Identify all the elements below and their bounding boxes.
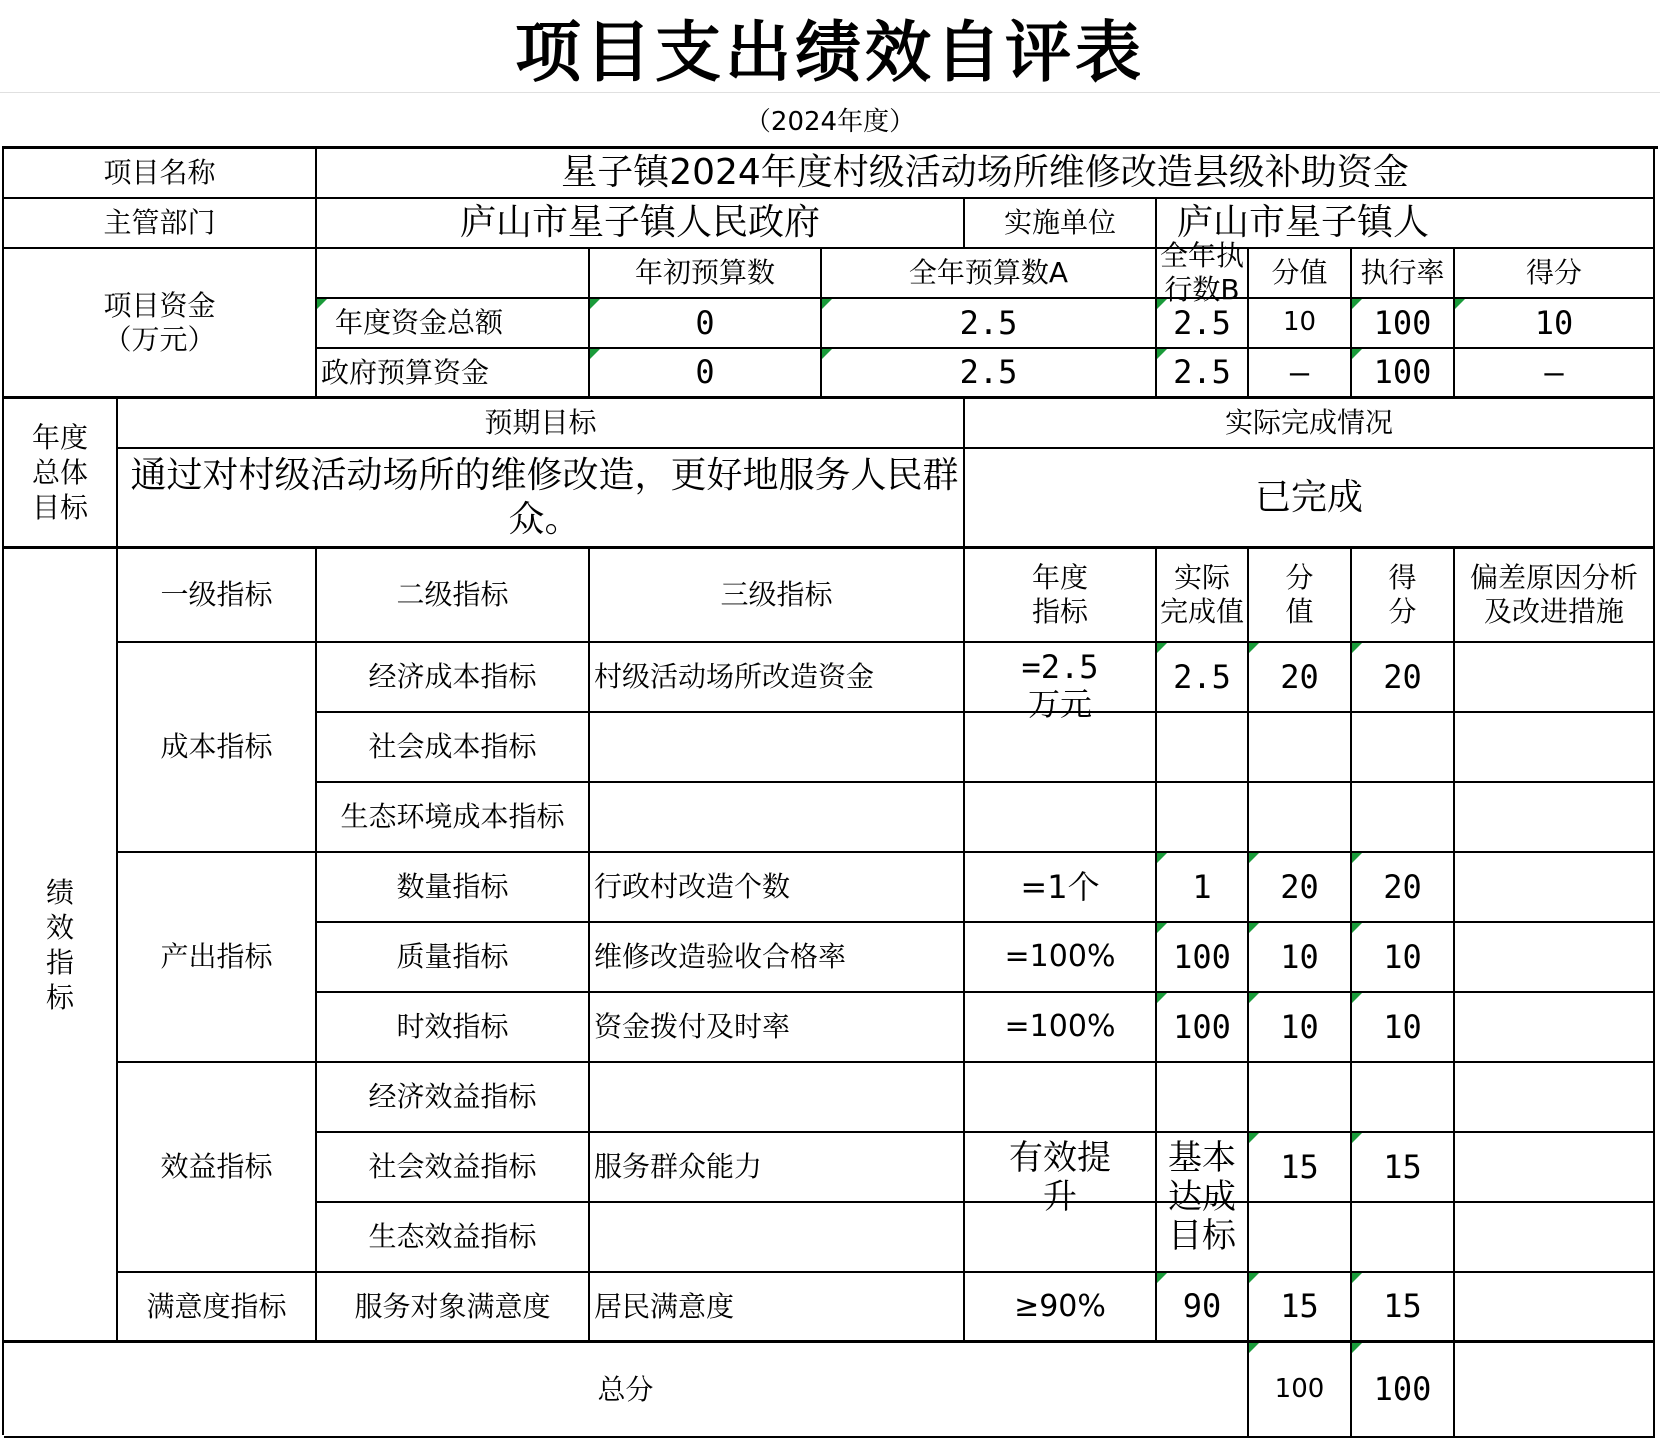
level1-indicator: 效益指标 — [118, 1063, 317, 1273]
funds-header-executed: 全年执行数B — [1157, 249, 1249, 299]
header-score: 得 分 — [1352, 549, 1455, 643]
header-level3: 三级指标 — [590, 549, 965, 643]
total-label: 总分 — [4, 1343, 1249, 1438]
annual-target: 有效提 升 — [965, 1133, 1157, 1203]
score-value: 20 — [1249, 643, 1352, 713]
funds-label: 项目资金 （万元） — [4, 249, 317, 399]
level2-indicator: 生态效益指标 — [317, 1203, 590, 1273]
score — [1352, 1203, 1455, 1273]
dept-value: 庐山市星子镇人民政府 — [317, 199, 965, 249]
score: 10 — [1352, 993, 1455, 1063]
level3-indicator: 维修改造验收合格率 — [590, 923, 965, 993]
level3-indicator — [590, 1203, 965, 1273]
level2-indicator: 生态环境成本指标 — [317, 783, 590, 853]
funds-header-score: 得分 — [1455, 249, 1655, 299]
score: 15 — [1352, 1273, 1455, 1343]
total-score: 100 — [1352, 1343, 1455, 1438]
level2-indicator: 时效指标 — [317, 993, 590, 1063]
funds-row-initial: 0 — [590, 299, 822, 349]
level3-indicator: 资金拨付及时率 — [590, 993, 965, 1063]
annual-target: =100% — [965, 923, 1157, 993]
annual-target — [965, 1063, 1157, 1133]
actual-value: 90 — [1157, 1273, 1249, 1343]
level2-indicator: 质量指标 — [317, 923, 590, 993]
funds-header-score-value: 分值 — [1249, 249, 1352, 299]
actual-value — [1157, 1203, 1249, 1273]
annual-target: =1个 — [965, 853, 1157, 923]
funds-row-score: 10 — [1455, 299, 1655, 349]
score-value — [1249, 1063, 1352, 1133]
dept-label: 主管部门 — [4, 199, 317, 249]
deviation-cell — [1455, 993, 1655, 1063]
funds-row-score-value: — — [1249, 349, 1352, 399]
header-value: 分 值 — [1249, 549, 1352, 643]
funds-row-annual: 2.5 — [822, 299, 1157, 349]
deviation-cell — [1455, 713, 1655, 783]
funds-header-blank — [317, 249, 590, 299]
score: 15 — [1352, 1133, 1455, 1203]
deviation-cell — [1455, 1203, 1655, 1273]
header-annual: 年度 指标 — [965, 549, 1157, 643]
level3-indicator: 服务群众能力 — [590, 1133, 965, 1203]
total-deviation-cell — [1455, 1343, 1655, 1438]
header-actual: 实际 完成值 — [1157, 549, 1249, 643]
level2-indicator: 经济效益指标 — [317, 1063, 590, 1133]
score: 20 — [1352, 643, 1455, 713]
header-deviation: 偏差原因分析 及改进措施 — [1455, 549, 1655, 643]
funds-row-score-value: 10 — [1249, 299, 1352, 349]
goal-expected-header: 预期目标 — [118, 399, 965, 449]
level2-indicator: 经济成本指标 — [317, 643, 590, 713]
funds-row-name: 年度资金总额 — [317, 299, 590, 349]
score: 20 — [1352, 853, 1455, 923]
level3-indicator: 行政村改造个数 — [590, 853, 965, 923]
level3-indicator — [590, 1063, 965, 1133]
header-level2: 二级指标 — [317, 549, 590, 643]
level3-indicator: 居民满意度 — [590, 1273, 965, 1343]
level2-indicator: 社会效益指标 — [317, 1133, 590, 1203]
funds-row-score: — — [1455, 349, 1655, 399]
level2-indicator: 数量指标 — [317, 853, 590, 923]
goal-expected-text: 通过对村级活动场所的维修改造，更好地服务人民群众。 — [118, 449, 965, 549]
funds-row-initial: 0 — [590, 349, 822, 399]
score-value: 10 — [1249, 923, 1352, 993]
level3-indicator — [590, 783, 965, 853]
level1-indicator: 成本指标 — [118, 643, 317, 853]
score-value — [1249, 1203, 1352, 1273]
page-title: 项目支出绩效自评表 — [0, 0, 1660, 93]
total-value: 100 — [1249, 1343, 1352, 1438]
score — [1352, 1063, 1455, 1133]
score-value: 15 — [1249, 1133, 1352, 1203]
score: 10 — [1352, 923, 1455, 993]
deviation-cell — [1455, 1133, 1655, 1203]
level1-indicator: 产出指标 — [118, 853, 317, 1063]
impl-value: 庐山市星子镇人 — [1157, 199, 1655, 249]
deviation-cell — [1455, 853, 1655, 923]
actual-value: 基本达成 目标 — [1157, 1133, 1249, 1203]
level2-indicator: 服务对象满意度 — [317, 1273, 590, 1343]
score — [1352, 713, 1455, 783]
funds-row-name: 政府预算资金 — [317, 349, 590, 399]
actual-value — [1157, 713, 1249, 783]
funds-row-executed: 2.5 — [1157, 349, 1249, 399]
funds-row-rate: 100 — [1352, 299, 1455, 349]
goal-label: 年度 总体 目标 — [4, 399, 118, 549]
deviation-cell — [1455, 1273, 1655, 1343]
project-name-label: 项目名称 — [4, 149, 317, 199]
indicators-section-label: 绩 效 指 标 — [4, 549, 118, 1343]
level3-indicator — [590, 713, 965, 783]
deviation-cell — [1455, 783, 1655, 853]
annual-target — [965, 783, 1157, 853]
funds-header-annual: 全年预算数A — [822, 249, 1157, 299]
score — [1352, 783, 1455, 853]
funds-row-executed: 2.5 — [1157, 299, 1249, 349]
page-subtitle: （2024年度） — [744, 106, 916, 137]
funds-header-rate: 执行率 — [1352, 249, 1455, 299]
score-value: 20 — [1249, 853, 1352, 923]
funds-row-rate: 100 — [1352, 349, 1455, 399]
actual-value: 100 — [1157, 993, 1249, 1063]
actual-value: 100 — [1157, 923, 1249, 993]
funds-header-initial: 年初预算数 — [590, 249, 822, 299]
annual-target: =100% — [965, 993, 1157, 1063]
impl-label: 实施单位 — [965, 199, 1157, 249]
annual-target: ≥90% — [965, 1273, 1157, 1343]
annual-target — [965, 713, 1157, 783]
deviation-cell — [1455, 923, 1655, 993]
annual-target: =2.5 万元 — [965, 643, 1157, 713]
funds-row-annual: 2.5 — [822, 349, 1157, 399]
level3-indicator: 村级活动场所改造资金 — [590, 643, 965, 713]
annual-target — [965, 1203, 1157, 1273]
score-value: 10 — [1249, 993, 1352, 1063]
goal-actual-header: 实际完成情况 — [965, 399, 1655, 449]
level1-indicator: 满意度指标 — [118, 1273, 317, 1343]
score-value — [1249, 713, 1352, 783]
deviation-cell — [1455, 643, 1655, 713]
score-value — [1249, 783, 1352, 853]
score-value: 15 — [1249, 1273, 1352, 1343]
level2-indicator: 社会成本指标 — [317, 713, 590, 783]
actual-value: 1 — [1157, 853, 1249, 923]
deviation-cell — [1455, 1063, 1655, 1133]
project-name-value: 星子镇2024年度村级活动场所维修改造县级补助资金 — [317, 149, 1655, 199]
actual-value: 2.5 — [1157, 643, 1249, 713]
actual-value — [1157, 1063, 1249, 1133]
header-level1: 一级指标 — [118, 549, 317, 643]
goal-actual-text: 已完成 — [965, 449, 1655, 549]
self-evaluation-table — [2, 146, 1658, 1435]
actual-value — [1157, 783, 1249, 853]
